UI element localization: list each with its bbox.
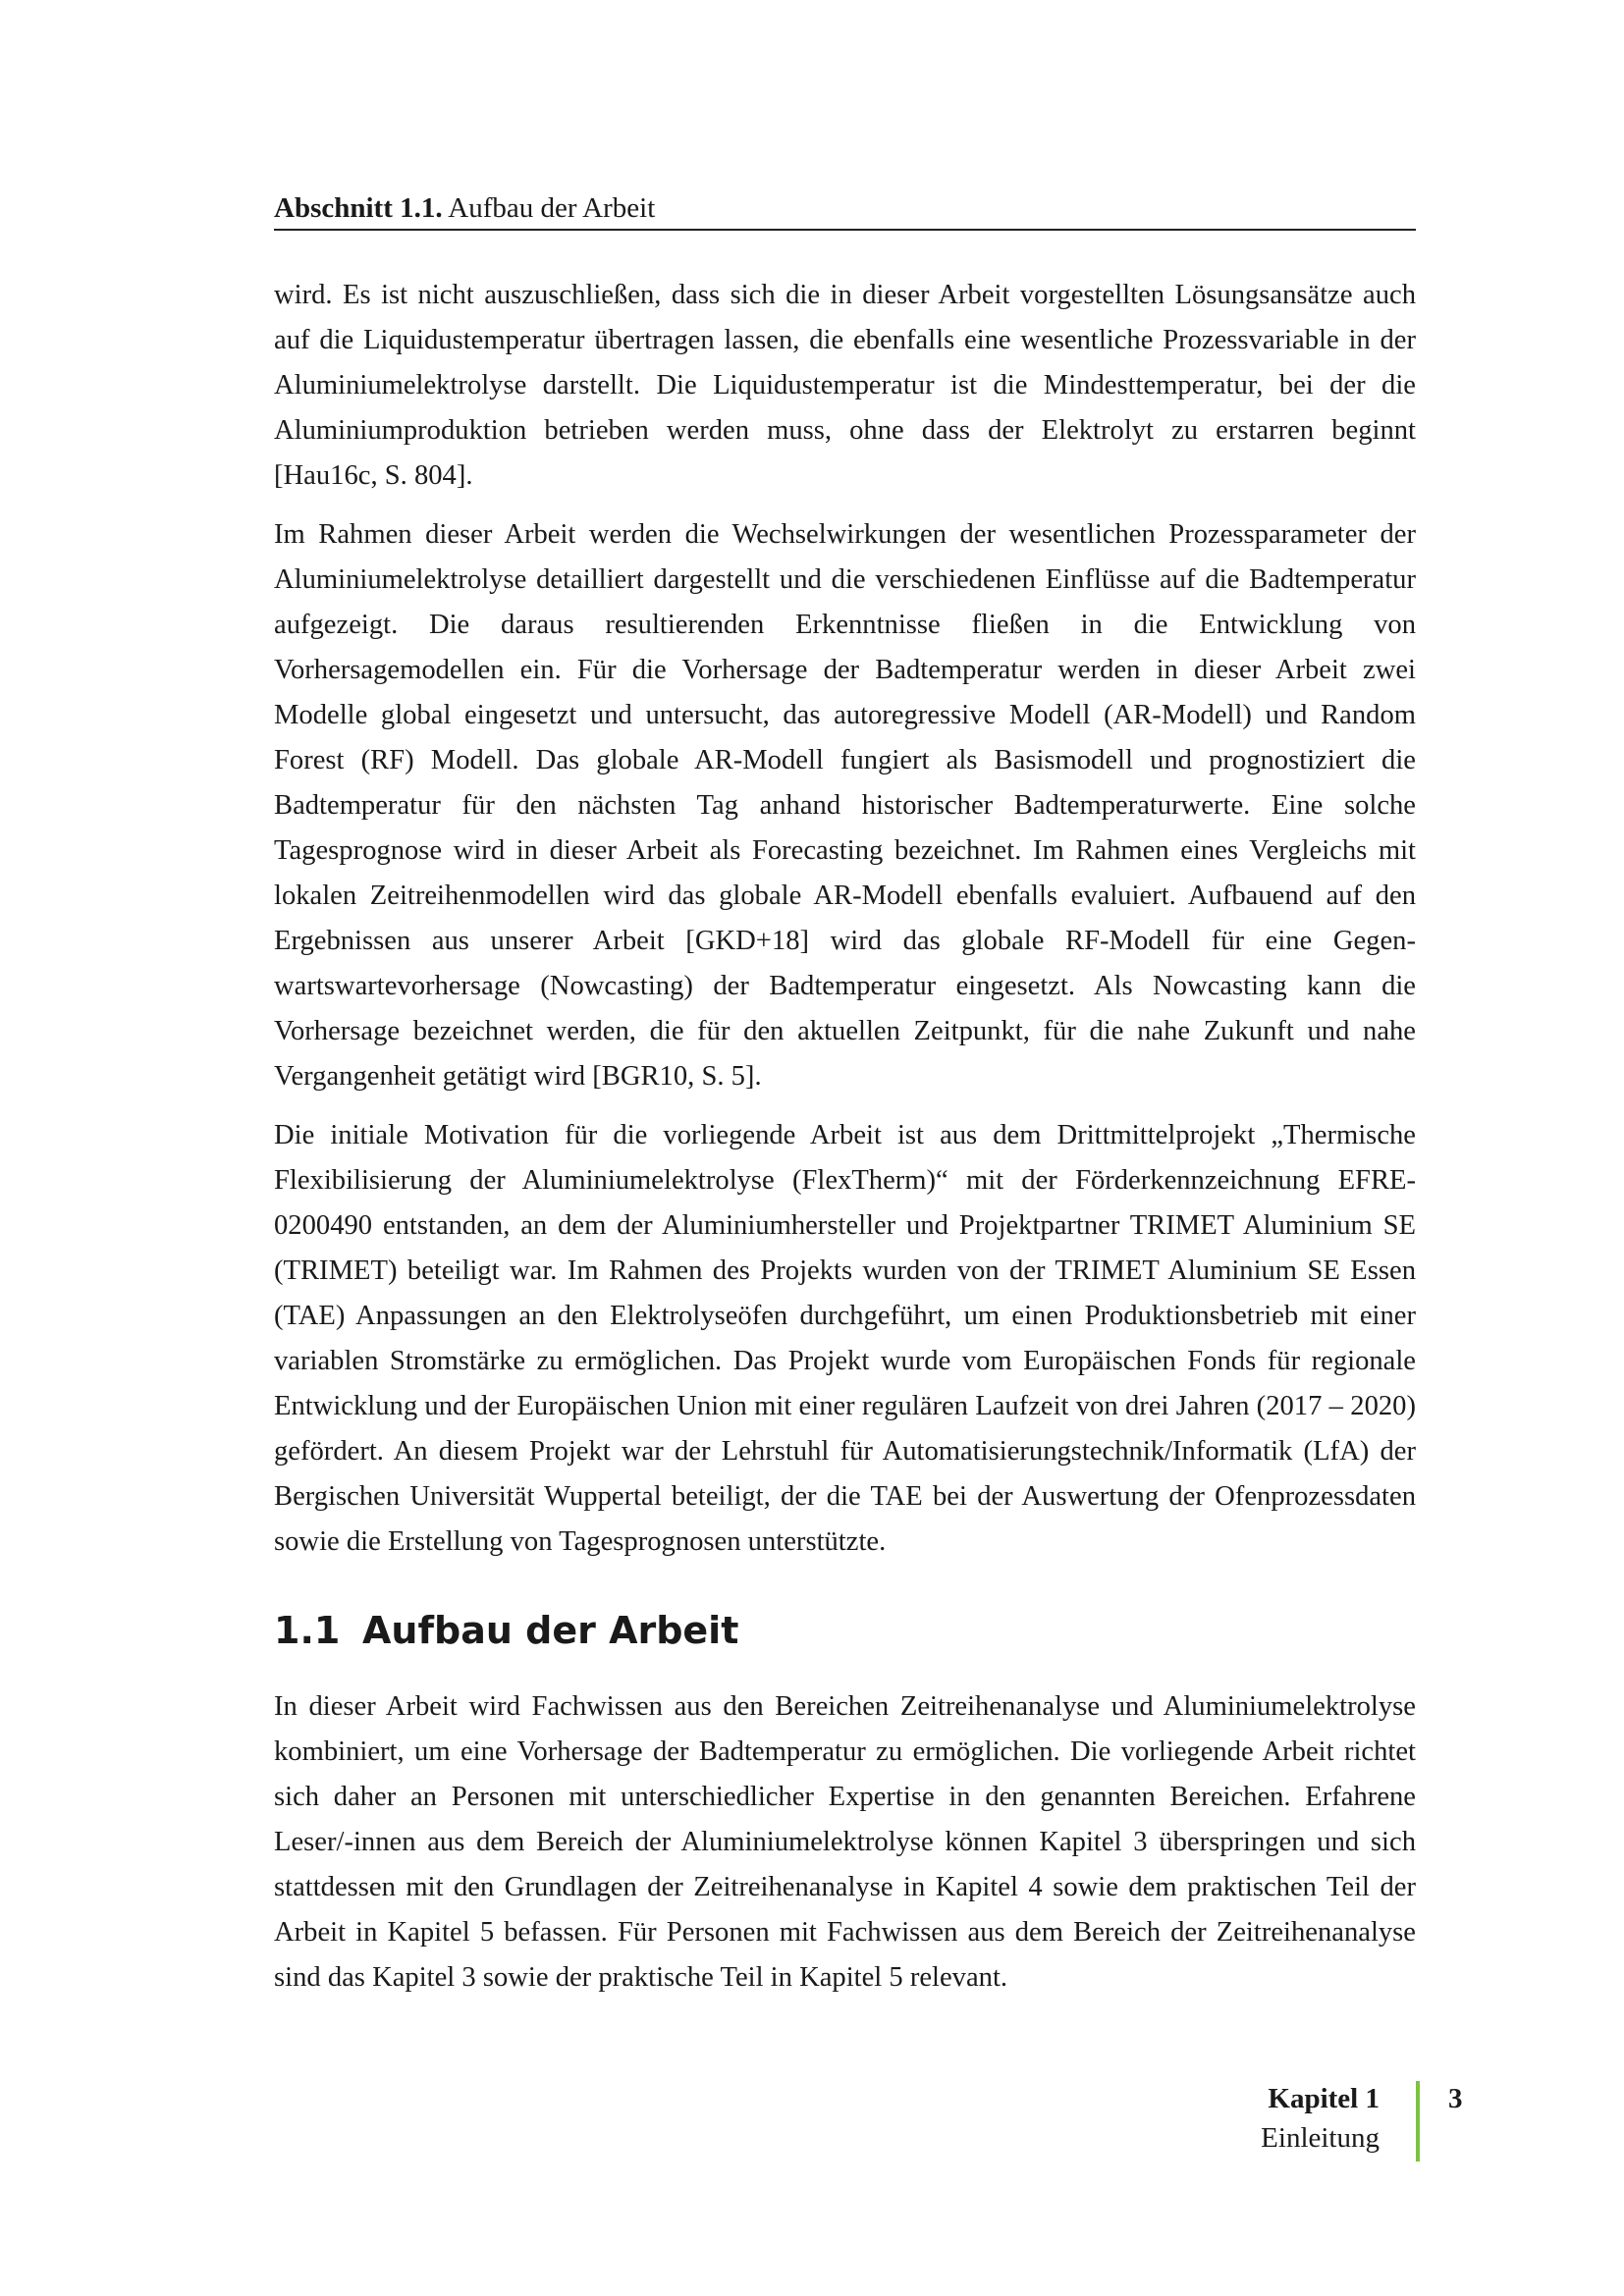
footer-chapter-title: Einleitung (1261, 2122, 1380, 2154)
footer-accent-bar (1416, 2081, 1420, 2162)
header-section-number: Abschnitt 1.1. (274, 192, 443, 224)
section-number: 1.1 (274, 1609, 341, 1652)
header-section-title: Aufbau der Arbeit (448, 192, 656, 224)
page-number: 3 (1448, 2083, 1463, 2114)
body-text (274, 273, 1416, 2014)
footer-chapter (1261, 2079, 1380, 2158)
footer-chapter-label: Kapitel 1 (1268, 2083, 1380, 2114)
paragraph-3: Die initiale Motivation für die vorliegende Arbeit ist aus dem Drittmittelprojekt „Thermische Flexibilisierung der Aluminiumelektrolyse (FlexTherm)“ mit der Förderkennzeichnung EFRE-0200490 entstanden, an dem der Aluminiumhersteller und Projektpartner TRIMET Aluminium SE (TRIMET) beteiligt war. Im Rahmen des Projekts wurden von der TRIMET Aluminium SE Essen (TAE) Anpassungen an den Elektrolyseöfen durchgeführt, um einen Produktionsbetrieb mit einer variablen Stromstärke zu ermöglichen. Das Projekt wurde vom Europäischen Fonds für regionale Entwicklung und der Europäischen Union mit einer regulären Laufzeit von drei Jahren (2017 – 2020) gefördert. An diesem Projekt war der Lehrstuhl für Automatisierungstechnik/Informatik (LfA) der Bergischen Universität Wuppertal beteiligt, der die TAE bei der Auswertung der Ofenprozessdaten sowie die Erstellung von Tagesprognosen unterstützte. (274, 1120, 1416, 1557)
page-footer (1080, 2079, 1434, 2162)
section-title: Aufbau der Arbeit (362, 1609, 739, 1652)
paragraph-1: wird. Es ist nicht auszuschließen, dass sich die in dieser Arbeit vorgestellten Lösungsansätze auch auf die Liquidustemperatur übertragen lassen, die ebenfalls eine wesentliche Prozessvariable in der Aluminiumelektrolyse darstellt. Die Liquidustemperatur ist die Mindesttemperatur, bei der die Aluminiumproduktion betrieben werden muss, ohne dass der Elektrolyt zu erstarren beginnt [Hau16c, S. 804]. (274, 280, 1416, 491)
section-paragraph: In dieser Arbeit wird Fachwissen aus den Bereichen Zeitreihenanalyse und Aluminiumelektrolyse kombiniert, um eine Vorhersage der Badtemperatur zu ermöglichen. Die vorliegende Arbeit richtet sich daher an Personen mit unterschiedlicher Expertise in den genannten Bereichen. Erfahrene Leser/-innen aus dem Bereich der Aluminiumelektrolyse können Kapitel 3 überspringen und sich stattdessen mit den Grundlagen der Zeitreihenanalyse in Kapitel 4 sowie dem praktischen Teil der Arbeit in Kapitel 5 befassen. Für Personen mit Fachwissen aus dem Bereich der Zeitreihenanalyse sind das Kapitel 3 sowie der praktische Teil in Kapitel 5 relevant. (274, 1691, 1416, 1993)
section-heading (274, 1606, 1416, 1655)
running-header (274, 189, 1416, 231)
paragraph-2: Im Rahmen dieser Arbeit werden die Wechselwirkungen der wesentlichen Prozessparameter der Aluminiumelektrolyse detailliert dargestellt und die verschiedenen Einflüsse auf die Badtemperatur aufgezeigt. Die daraus resultierenden Erkenntnisse fließen in die Entwicklung von Vorhersagemodellen ein. Für die Vorhersage der Badtemperatur werden in dieser Arbeit zwei Modelle global eingesetzt und untersucht, das autoregressive Modell (AR-Modell) und Random Forest (RF) Modell. Das globale AR-Modell fungiert als Basismodell und prognostiziert die Badtemperatur für den nächsten Tag anhand historischer Badtemperaturwerte. Eine solche Tagesprognose wird in dieser Arbeit als Forecasting bezeichnet. Im Rahmen eines Vergleichs mit lokalen Zeitreihenmodellen wird das globale AR-Modell ebenfalls evaluiert. Aufbauend auf den Ergebnissen aus unserer Arbeit [GKD+18] wird das globale RF-Modell für eine Gegenwartswartevorhersage (Nowcasting) der Badtemperatur eingesetzt. Als Nowcasting kann die Vorhersage bezeichnet werden, die für den aktuellen Zeitpunkt, für die nahe Zukunft und nahe Vergangenheit getätigt wird [BGR10, S. 5]. (274, 519, 1416, 1092)
